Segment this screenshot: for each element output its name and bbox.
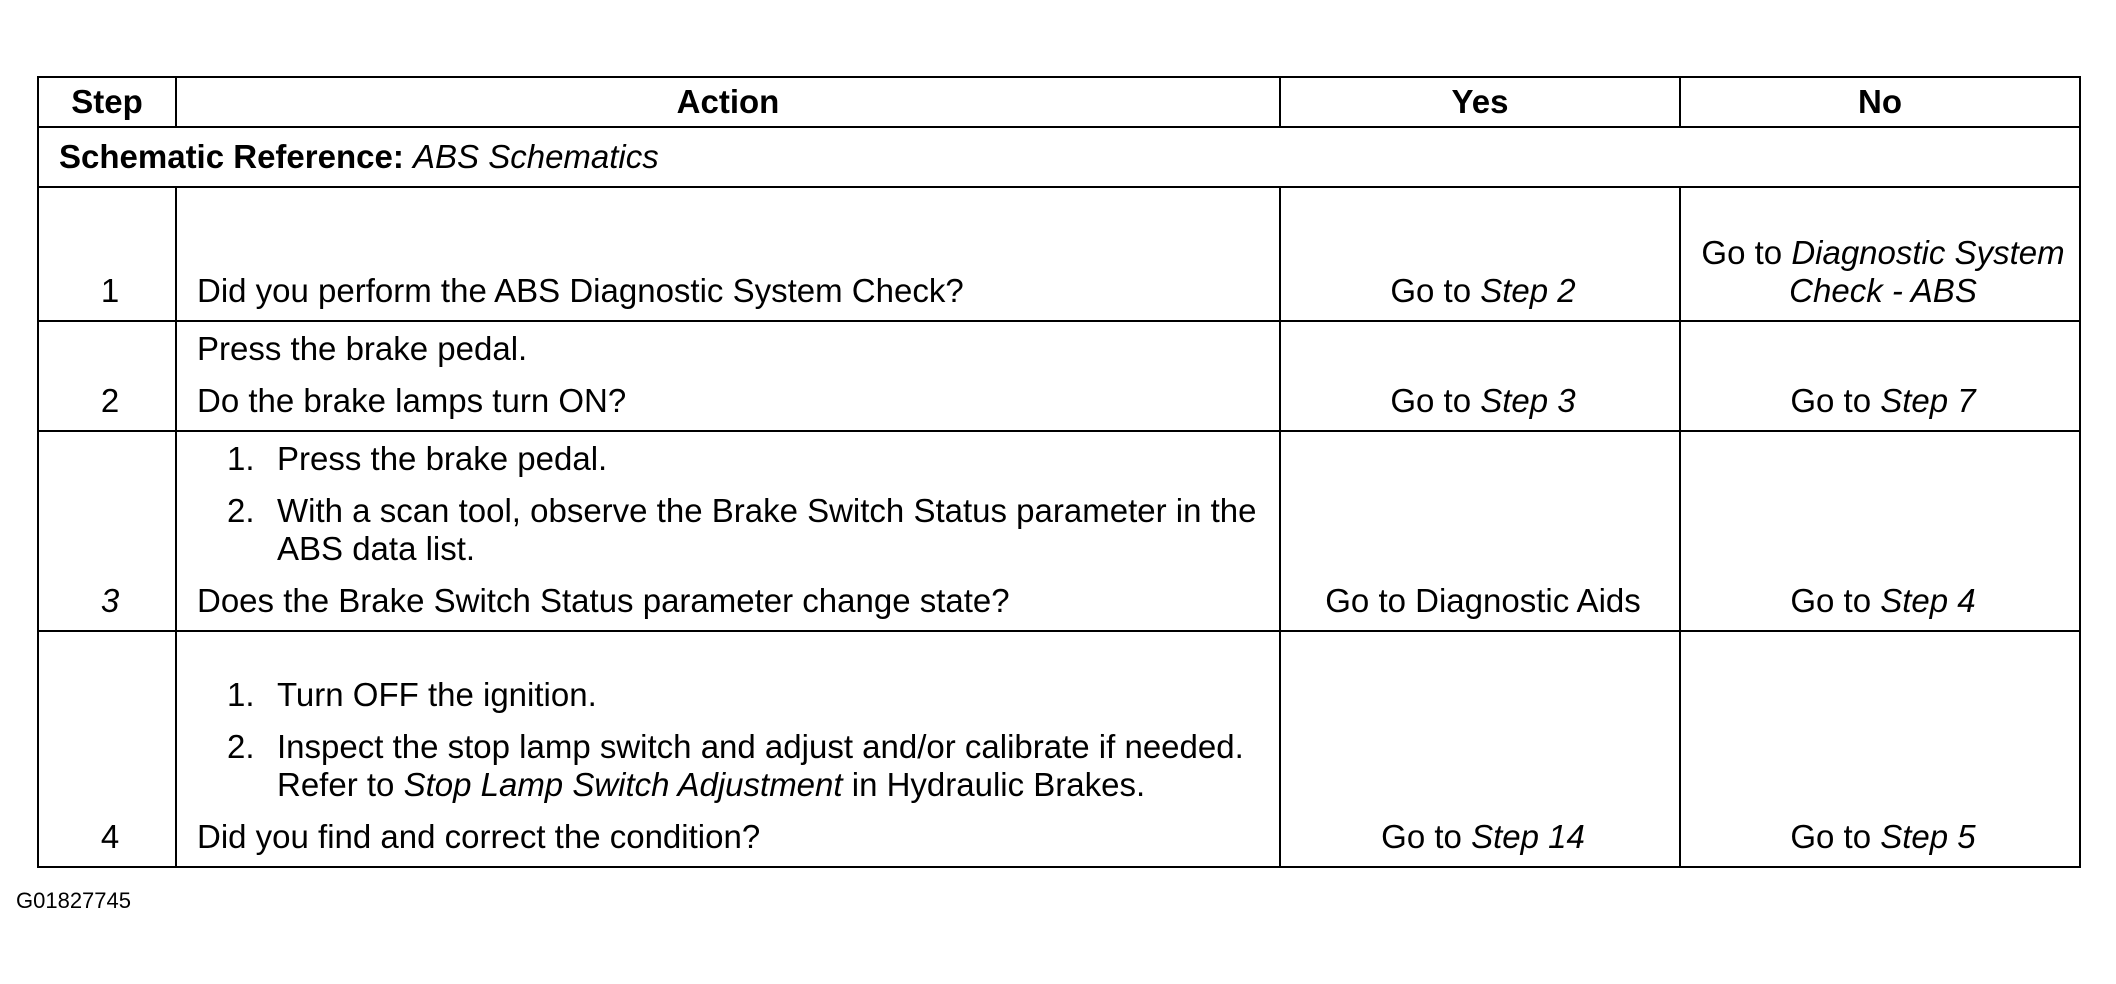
table-row [38,631,2080,867]
yes-step-link[interactable]: Step 14 [1471,818,1585,855]
action-cell [176,321,1280,431]
no-step-link[interactable]: Step 4 [1880,582,1976,619]
no-step-link[interactable]: Step 5 [1880,818,1976,855]
no-cell [1680,187,2080,321]
no-cell [1680,321,2080,431]
action-cell [176,187,1280,321]
yes-step-link[interactable]: Step 3 [1480,382,1576,419]
step-number: 3 [38,431,176,631]
list-item [197,728,1265,804]
header-row [38,77,2080,127]
no-prefix: Go to [1790,582,1881,619]
action-question: Did you find and correct the condition? [197,818,761,855]
table-row [38,321,2080,431]
yes-step-link[interactable]: Step 2 [1480,272,1576,309]
list-item-text-a: Inspect the stop lamp switch and adjust and/or calibrate if needed. Refer to [277,728,1244,803]
list-item-number: 1. [227,676,255,713]
table-row [38,187,2080,321]
header-step: Step [38,77,176,127]
yes-diagnostic-aids-link[interactable]: Go to Diagnostic Aids [1325,582,1641,619]
action-question: Do the brake lamps turn ON? [197,382,627,419]
schematic-reference-label: Schematic Reference: [59,138,404,175]
yes-cell [1280,187,1680,321]
header-no: No [1680,77,2080,127]
list-item-number: 2. [227,492,255,529]
no-step-link[interactable]: Step 7 [1880,382,1976,419]
yes-cell [1280,431,1680,631]
yes-prefix: Go to [1381,818,1472,855]
no-prefix: Go to [1790,818,1881,855]
list-item-text: Press the brake pedal. [277,440,608,477]
list-item-text: Turn OFF the ignition. [277,676,597,713]
action-cell [176,431,1280,631]
list-item-number: 2. [227,728,255,765]
diagnostic-table [37,76,2081,868]
list-item-number: 1. [227,440,255,477]
schematic-reference-row [38,127,2080,187]
schematic-reference-link[interactable]: ABS Schematics [413,138,659,175]
no-prefix: Go to [1701,234,1792,271]
yes-cell [1280,631,1680,867]
step-number: 1 [38,187,176,321]
action-steps-list [197,440,1265,568]
yes-prefix: Go to [1390,382,1481,419]
list-item-text: With a scan tool, observe the Brake Switch Status parameter in the ABS data list. [277,492,1257,567]
header-action: Action [176,77,1280,127]
action-steps-list [197,676,1265,804]
yes-prefix: Go to [1390,272,1481,309]
figure-id: G01827745 [16,888,131,913]
schematic-reference [38,127,2080,187]
step-number: 2 [38,321,176,431]
action-text: Did you perform the ABS Diagnostic System Check? [197,272,964,309]
action-question: Does the Brake Switch Status parameter change state? [197,582,1010,619]
list-item [197,492,1265,568]
step-number: 4 [38,631,176,867]
action-cell [176,631,1280,867]
no-cell [1680,631,2080,867]
no-step-link[interactable]: Diagnostic System Check - ABS [1789,234,2065,309]
table-row [38,431,2080,631]
stop-lamp-switch-adjustment-link[interactable]: Stop Lamp Switch Adjustment [403,766,843,803]
header-yes: Yes [1280,77,1680,127]
list-item-text-b: in Hydraulic Brakes. [842,766,1146,803]
yes-cell [1280,321,1680,431]
action-text: Press the brake pedal. [197,330,528,367]
list-item [197,440,1265,478]
diagnostic-table-wrapper [37,76,2079,868]
no-cell [1680,431,2080,631]
list-item [197,676,1265,714]
no-prefix: Go to [1790,382,1881,419]
